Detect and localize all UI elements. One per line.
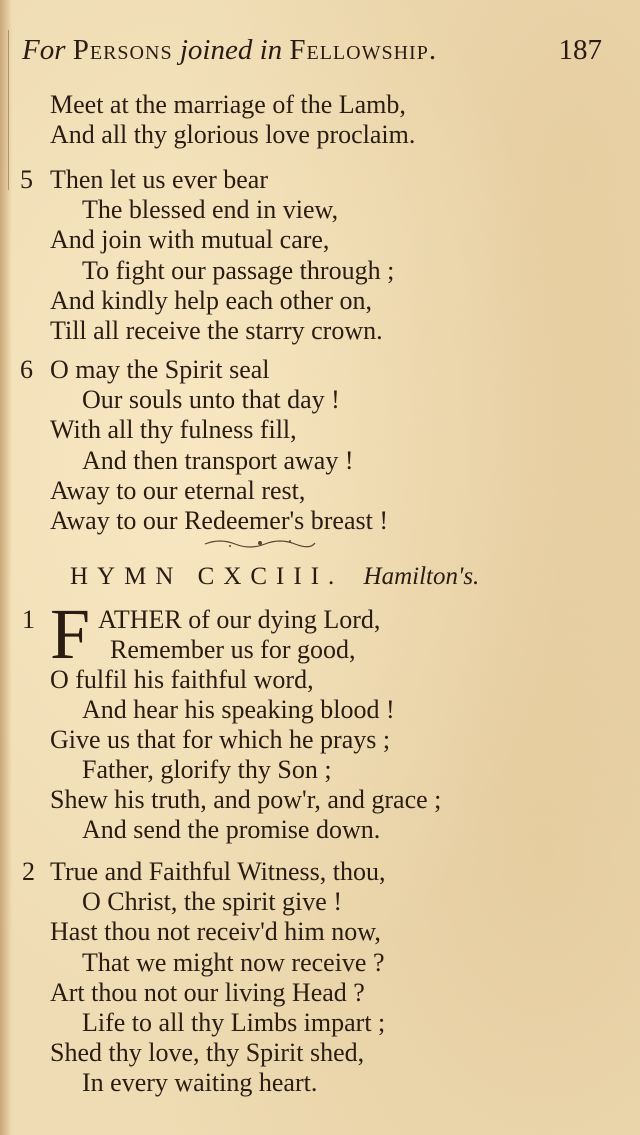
running-head bbox=[22, 30, 602, 70]
stanza-number: 5 bbox=[20, 165, 33, 194]
verse-line: O fulfil his faithful word, bbox=[50, 665, 314, 694]
verse-line: Shew his truth, and pow'r, and grace ; bbox=[50, 785, 442, 814]
verse-line: Father, glorify thy Son ; bbox=[82, 755, 332, 784]
drop-cap: F bbox=[50, 594, 91, 674]
verse-line: With all thy fulness fill, bbox=[50, 415, 297, 444]
verse-line: Life to all thy Limbs impart ; bbox=[82, 1008, 386, 1037]
verse-line: ATHER of our dying Lord, bbox=[98, 605, 381, 634]
verse-line: To fight our passage through ; bbox=[82, 256, 395, 285]
stanza-number: 1 bbox=[22, 605, 35, 634]
verse-line: And hear his speaking blood ! bbox=[82, 695, 395, 724]
verse-line: And then transport away ! bbox=[82, 446, 354, 475]
verse-line: The blessed end in view, bbox=[82, 195, 339, 224]
page-gutter-shadow bbox=[0, 0, 12, 1135]
hymn-label: HYMN CXCIII. bbox=[70, 563, 344, 590]
verse-line: Remember us for good, bbox=[110, 635, 356, 664]
ornament-flourish bbox=[200, 536, 320, 550]
verse-line: Hast thou not receiv'd him now, bbox=[50, 917, 381, 946]
verse-line: Give us that for which he prays ; bbox=[50, 725, 391, 754]
verse-line: And all thy glorious love proclaim. bbox=[50, 120, 416, 149]
verse-line: True and Faithful Witness, thou, bbox=[50, 857, 386, 886]
gutter-rule bbox=[8, 30, 9, 190]
verse-line: Meet at the marriage of the Lamb, bbox=[50, 90, 406, 119]
verse-line: Then let us ever bear bbox=[50, 165, 269, 194]
verse-line: O may the Spirit seal bbox=[50, 355, 270, 384]
stanza-number: 2 bbox=[22, 857, 35, 886]
hymn-heading bbox=[70, 560, 550, 594]
verse-line: That we might now receive ? bbox=[82, 948, 385, 977]
verse-line: In every waiting heart. bbox=[82, 1068, 318, 1097]
verse-line: Our souls unto that day ! bbox=[82, 385, 340, 414]
stanza-number: 6 bbox=[20, 355, 33, 384]
verse-line: And send the promise down. bbox=[82, 815, 381, 844]
verse-line: Art thou not our living Head ? bbox=[50, 978, 365, 1007]
running-head-mid: joined in bbox=[179, 34, 283, 66]
hymn-author: Hamilton's. bbox=[363, 563, 480, 590]
verse-line: Till all receive the starry crown. bbox=[50, 316, 383, 345]
verse-line: Away to our Redeemer's breast ! bbox=[50, 506, 389, 535]
verse-line: O Christ, the spirit give ! bbox=[82, 887, 342, 916]
running-head-prefix: For bbox=[22, 34, 66, 66]
verse-line: Away to our eternal rest, bbox=[50, 476, 306, 505]
running-head-word1: Persons bbox=[72, 34, 173, 66]
page-number: 187 bbox=[558, 34, 602, 66]
running-head-word2: Fellowship. bbox=[289, 34, 438, 66]
verse-line: Shed thy love, thy Spirit shed, bbox=[50, 1038, 365, 1067]
verse-line: And join with mutual care, bbox=[50, 225, 330, 254]
verse-line: And kindly help each other on, bbox=[50, 286, 373, 315]
